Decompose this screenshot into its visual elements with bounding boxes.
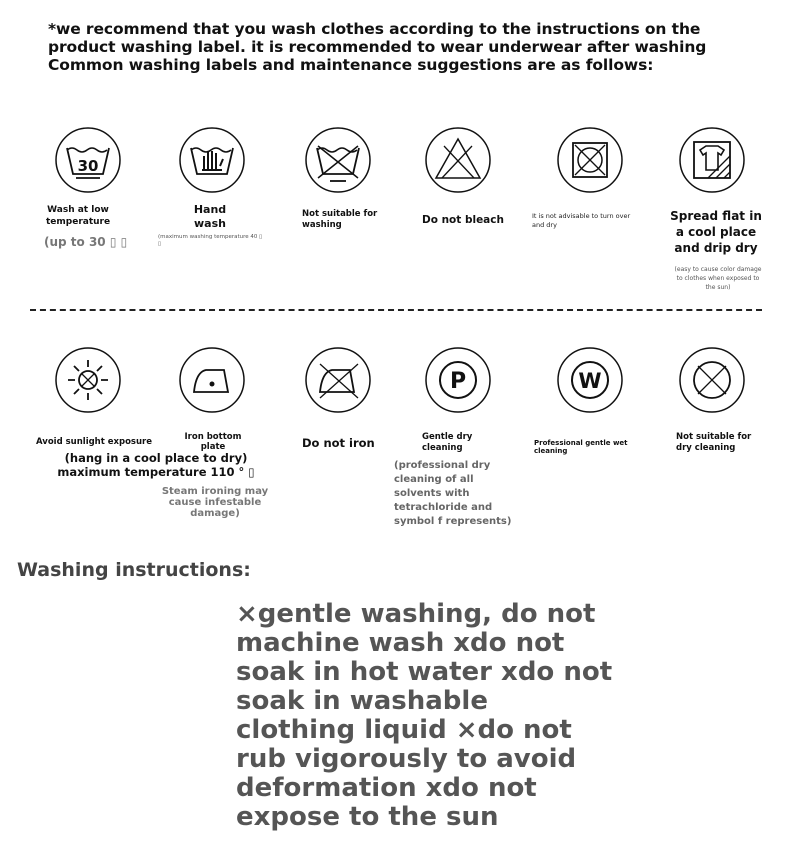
dry-flat-label: Spread flat in a cool place and drip dry bbox=[670, 209, 762, 255]
gentle-dry-clean-label: Gentle dry cleaning bbox=[422, 432, 473, 453]
iron-low-icon bbox=[178, 346, 246, 414]
washing-instructions-title: Washing instructions: bbox=[17, 559, 251, 581]
not-washing-label: Not suitable for washing bbox=[302, 209, 378, 230]
wash-low-note: (up to 30 ▯ ▯ bbox=[44, 235, 128, 249]
do-not-wash-icon bbox=[304, 126, 372, 194]
do-not-dry-clean-icon bbox=[678, 346, 746, 414]
iron-label: Iron bottom plate bbox=[184, 432, 242, 452]
hand-wash-icon bbox=[178, 126, 246, 194]
avoid-sun-label: Avoid sunlight exposure bbox=[36, 437, 152, 447]
avoid-sun-note: (hang in a cool place to dry) maximum temperature 110 ° ▯ bbox=[57, 451, 255, 479]
washing-instructions-body: ×gentle washing, do not machine wash xdo not soak in hot water xdo not soak in washable clothing liquid ×do not rub vigorously to avoid deformation xdo not expose to the sun bbox=[236, 599, 613, 832]
wet-clean-w-icon bbox=[556, 346, 624, 414]
svg-text:W: W bbox=[578, 369, 602, 393]
hand-wash-note: (maximum washing temperature 40 ▯ ▯ bbox=[158, 234, 263, 247]
dry-clean-p-icon bbox=[424, 346, 492, 414]
iron-note: Steam ironing may cause infestable damage) bbox=[161, 486, 269, 519]
not-bleach-label: Do not bleach bbox=[422, 214, 504, 226]
do-not-bleach-icon bbox=[424, 126, 492, 194]
svg-text:P: P bbox=[449, 369, 467, 394]
not-dry-clean-label: Not suitable for dry cleaning bbox=[676, 432, 752, 453]
hand-wash-label: Hand wash bbox=[193, 203, 227, 230]
wet-clean-label: Professional gentle wet cleaning bbox=[534, 439, 628, 455]
not-tumble-label: It is not advisable to turn over and dry bbox=[532, 212, 631, 229]
do-not-tumble-dry-icon bbox=[556, 126, 624, 194]
gentle-dry-clean-note: (professional dry cleaning of all solvents with tetrachloride and symbol f represents) bbox=[394, 460, 512, 527]
do-not-iron-icon bbox=[304, 346, 372, 414]
wash-30-icon bbox=[54, 126, 122, 194]
avoid-sunlight-icon bbox=[54, 346, 122, 414]
intro-text: *we recommend that you wash clothes according to the instructions on the product washing label. it is recommended to wear underwear after washing Common washing labels and maintenance suggestions are as follows: bbox=[48, 20, 707, 74]
dry-flat-note: (easy to cause color damage to clothes when exposed to the sun) bbox=[674, 266, 762, 291]
dashed-divider bbox=[30, 309, 762, 311]
wash-low-label: Wash at low temperature bbox=[46, 205, 111, 227]
not-iron-label: Do not iron bbox=[302, 436, 375, 450]
svg-text:30: 30 bbox=[77, 157, 99, 175]
dry-flat-in-shade-icon bbox=[678, 126, 746, 194]
